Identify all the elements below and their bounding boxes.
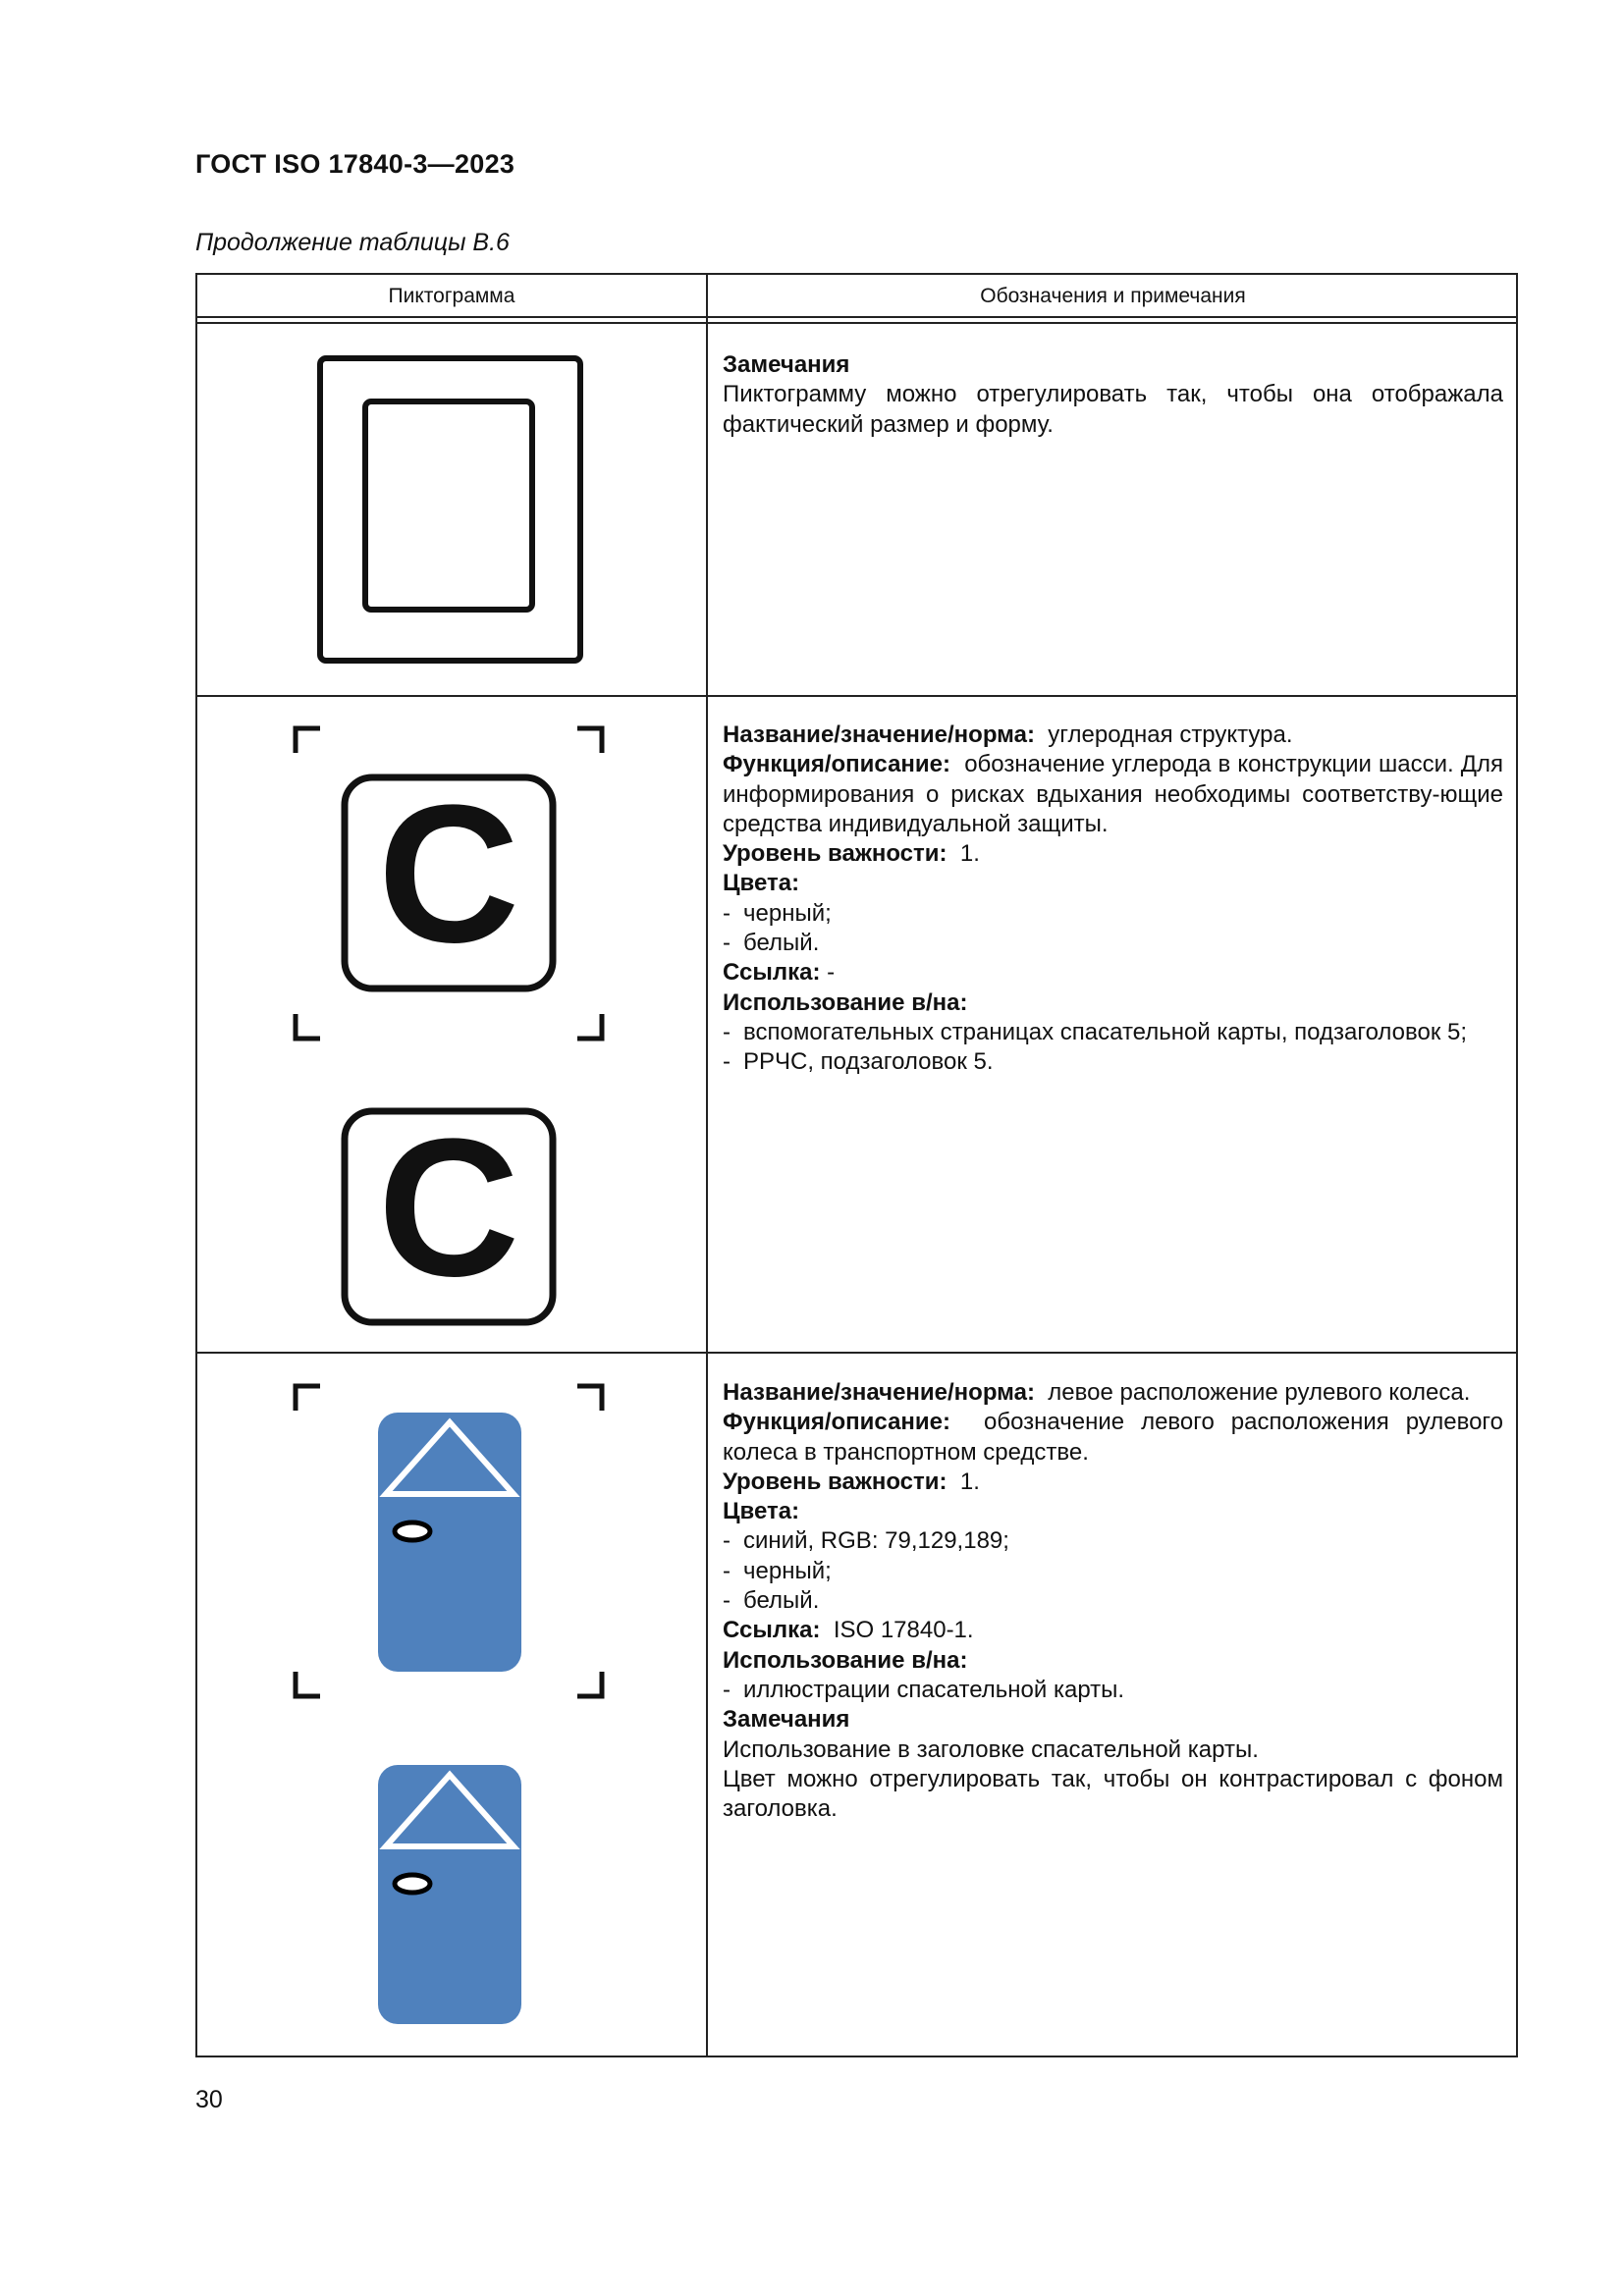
header-divider-bottom: [197, 322, 1516, 324]
ref-value: ISO 17840-1.: [833, 1617, 974, 1644]
remarks-label: Замечания: [723, 351, 850, 378]
row1-notes: [723, 350, 1503, 440]
corner-mark-icon: [296, 728, 320, 753]
pictogram-table: [195, 273, 1518, 2057]
color-item: синий, RGB: 79,129,189;: [743, 1527, 1009, 1555]
function-value: обозначение углерода в конструкции шасси. Для информирования о рисках вдыхания необходимы соответству-ющие средства индивидуальной защиты.: [723, 751, 1503, 837]
color-item: черный;: [743, 1557, 832, 1584]
corner-mark-icon: [296, 1386, 320, 1411]
color-item: белый.: [743, 930, 820, 957]
row-divider-1: [197, 695, 1516, 697]
row2-notes: Название/значение/норма: углеродная структура. Функция/описание: обозначение углерода в конструкции шасси. Для информирования о рисках вдыхания необходимы соответству-ющие средства индивидуальной защиты. Уровень важности: 1. Цвета: - черный; - белый. Ссылка: - Использование в/на: - вспомогательных страницах спасательной карты, подзаголовок 5; - РРЧС, подзаголовок 5.: [723, 721, 1503, 1076]
colors-label: Цвета:: [723, 1498, 800, 1525]
color-item: черный;: [743, 899, 832, 927]
name-value: левое расположение рулевого колеса.: [1048, 1379, 1471, 1406]
level-label: Уровень важности:: [723, 840, 947, 868]
usage-label: Использование в/на:: [723, 1646, 968, 1674]
left-steering-pictogram-icon: [373, 1762, 526, 2027]
ref-label: Ссылка:: [723, 959, 821, 987]
corner-mark-icon: [577, 1014, 602, 1039]
corner-mark-icon: [577, 1672, 602, 1696]
function-label: Функция/описание:: [723, 1409, 951, 1436]
ref-label: Ссылка:: [723, 1617, 821, 1644]
corner-mark-icon: [296, 1014, 320, 1039]
remarks-label: Замечания: [723, 1706, 850, 1734]
column-header-pictogram: Пиктограмма: [388, 285, 515, 307]
function-value: обозначение левого расположения рулевого колеса в транспортном средстве.: [723, 1409, 1504, 1466]
level-value: 1.: [959, 840, 980, 868]
page-number: 30: [195, 2086, 223, 2113]
name-label: Название/значение/норма:: [723, 1379, 1035, 1406]
row3-notes: Название/значение/норма: левое расположение рулевого колеса. Функция/описание: обозначение левого расположения рулевого колеса в транспортном средстве. Уровень важности: 1. Цвета: - синий, RGB: 79,129,189; - черный; - белый. Ссылка: ISO 17840-1. Использование в/на: - иллюстрации спасательной карты. Замечания Использование в заголовке спасательной карты. Цвет можно отрегулировать так, чтобы он контрастировал с фоном заголовка.: [723, 1378, 1503, 1824]
carbon-letter: C: [377, 1106, 520, 1317]
usage-item: вспомогательных страницах спасательной карты, подзаголовок 5;: [743, 1018, 1468, 1045]
corner-mark-icon: [577, 728, 602, 753]
carbon-structure-framed-pictogram-icon: [291, 723, 607, 1043]
level-label: Уровень важности:: [723, 1468, 947, 1495]
remarks-text: Пиктограмму можно отрегулировать так, чтобы она отображала фактический размер и форму.: [723, 381, 1503, 438]
color-item: белый.: [743, 1587, 820, 1615]
usage-item: иллюстрации спасательной карты.: [743, 1676, 1125, 1703]
column-header-notes: Обозначения и примечания: [980, 285, 1246, 307]
corner-mark-icon: [577, 1386, 602, 1411]
frame-size-pictogram-icon: [315, 353, 585, 666]
level-value: 1.: [959, 1468, 980, 1495]
carbon-letter: C: [377, 765, 520, 984]
colors-label: Цвета:: [723, 870, 800, 897]
document-header: ГОСТ ISO 17840-3—2023: [195, 149, 515, 179]
corner-mark-icon: [296, 1672, 320, 1696]
ref-value: -: [827, 959, 836, 987]
remarks-line: Использование в заголовке спасательной карты.: [723, 1735, 1259, 1763]
table-caption: Продолжение таблицы В.6: [195, 229, 510, 256]
column-divider: [706, 275, 708, 2056]
carbon-structure-pictogram-icon: [340, 1106, 558, 1327]
function-label: Функция/описание:: [723, 751, 951, 778]
usage-label: Использование в/на:: [723, 988, 968, 1016]
name-label: Название/значение/норма:: [723, 721, 1035, 748]
row-divider-2: [197, 1352, 1516, 1354]
name-value: углеродная структура.: [1048, 721, 1293, 748]
remarks-line: Цвет можно отрегулировать так, чтобы он контрастировал с фоном заголовка.: [723, 1765, 1503, 1823]
left-steering-framed-pictogram-icon: [291, 1381, 607, 1701]
usage-item: РРЧС, подзаголовок 5.: [743, 1048, 994, 1076]
